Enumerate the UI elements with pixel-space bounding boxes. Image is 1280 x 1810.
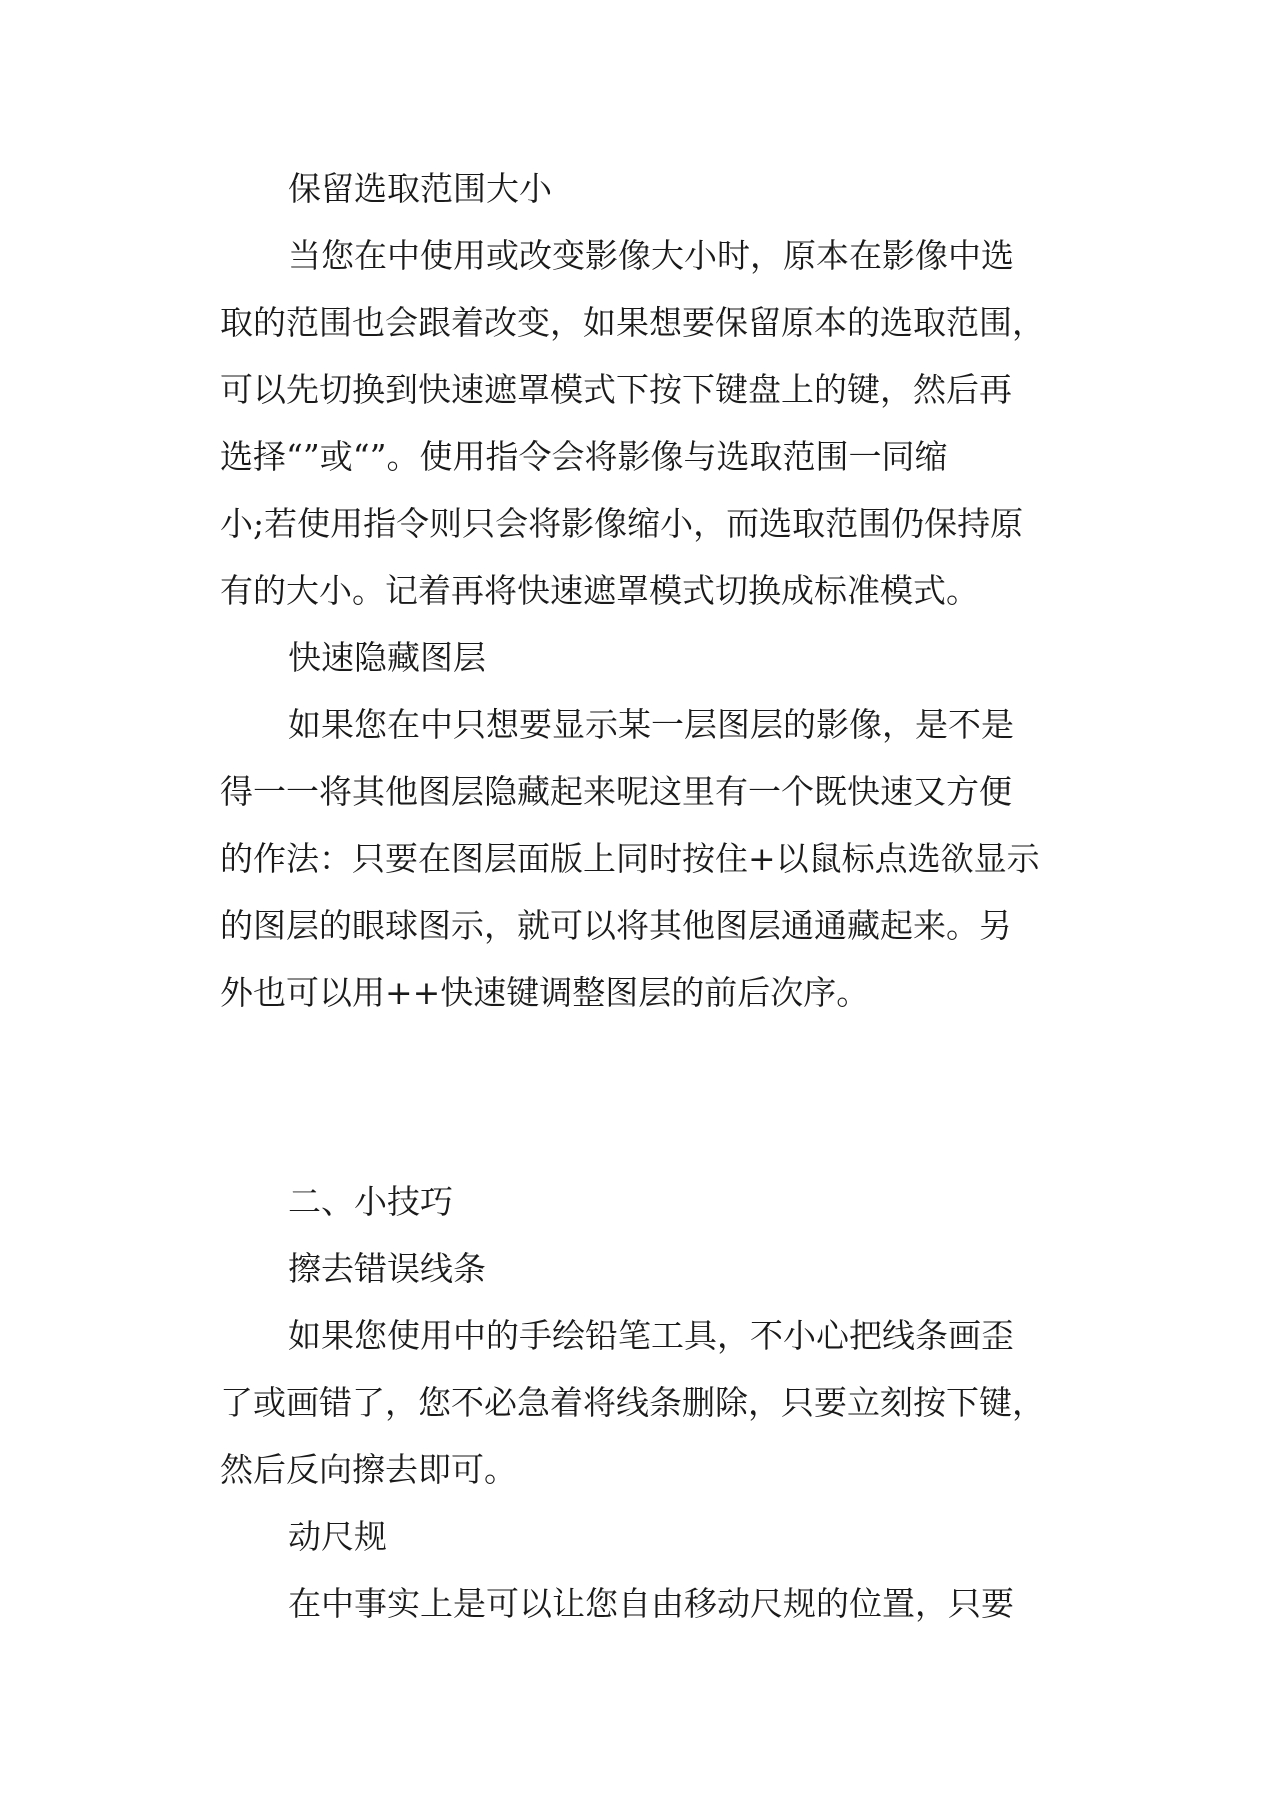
paragraph-line: 如果您在中只想要显示某一层图层的影像，是不是	[288, 705, 1014, 744]
heading-keep-selection: 保留选取范围大小	[288, 169, 552, 208]
paragraph-line: 外也可以用++快速键调整图层的前后次序。	[220, 973, 870, 1012]
paragraph-line: 选择“”或“”。使用指令会将影像与选取范围一同缩	[220, 437, 948, 476]
paragraph-line: 的作法：只要在图层面版上同时按住+以鼠标点选欲显示	[220, 839, 1040, 878]
section-small-tips	[220, 1168, 1100, 1637]
paragraph-line: 可以先切换到快速遮罩模式下按下键盘上的键，然后再	[220, 370, 1012, 409]
paragraph-line: 的图层的眼球图示，就可以将其他图层通通藏起来。另	[220, 906, 1012, 945]
paragraph-line: 有的大小。记着再将快速遮罩模式切换成标准模式。	[220, 571, 979, 610]
paragraph-line: 在中事实上是可以让您自由移动尺规的位置，只要	[288, 1584, 1014, 1623]
paragraph-line: 小;若使用指令则只会将影像缩小，而选取范围仍保持原	[220, 504, 1024, 543]
paragraph-line: 然后反向擦去即可。	[220, 1450, 517, 1489]
heading-erase-lines: 擦去错误线条	[288, 1249, 486, 1288]
paragraph-line: 如果您使用中的手绘铅笔工具，不小心把线条画歪	[288, 1316, 1014, 1355]
paragraph-line: 了或画错了，您不必急着将线条删除，只要立刻按下键，	[220, 1383, 1045, 1422]
heading-ruler: 动尺规	[288, 1517, 387, 1556]
heading-hide-layers: 快速隐藏图层	[288, 638, 486, 677]
section-layer-tips	[220, 155, 1100, 1026]
heading-tips: 二、小技巧	[288, 1182, 453, 1221]
paragraph-line: 得一一将其他图层隐藏起来呢这里有一个既快速又方便	[220, 772, 1012, 811]
paragraph-line: 当您在中使用或改变影像大小时，原本在影像中选	[288, 236, 1014, 275]
paragraph-line: 取的范围也会跟着改变，如果想要保留原本的选取范围，	[220, 303, 1045, 342]
